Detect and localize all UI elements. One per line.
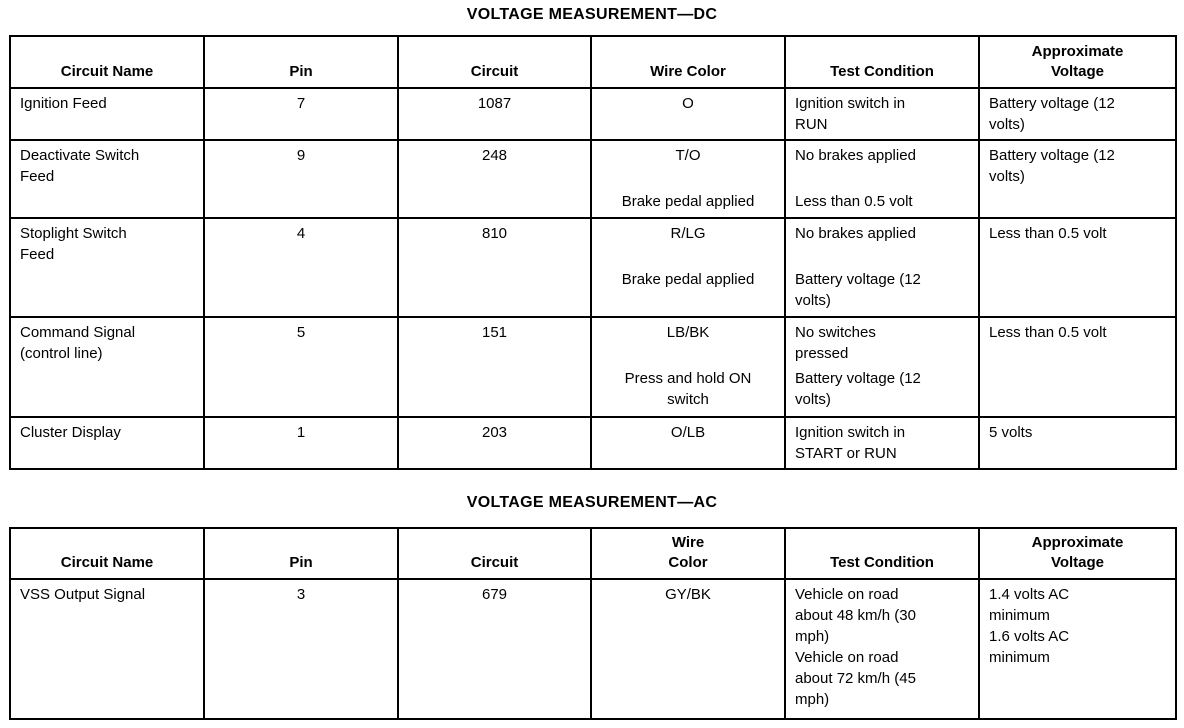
- cell-wire-color: [591, 140, 785, 218]
- cell-wire-color: O/LB: [591, 417, 785, 469]
- cell-circuit: 151: [398, 317, 591, 417]
- cell-pin: 9: [204, 140, 398, 218]
- ac-voltage-table: [9, 527, 1177, 720]
- voltage-line: Battery voltage (12: [989, 147, 1115, 164]
- wire-color-line: Brake pedal applied: [621, 193, 755, 210]
- cell-wire-color: O: [591, 88, 785, 140]
- cell-circuit-name: VSS Output Signal: [10, 579, 204, 719]
- test-condition-line: Less than 0.5 volt: [795, 193, 913, 210]
- test-condition-line: Battery voltage (12: [795, 370, 921, 387]
- cell-approx-voltage: [979, 88, 1176, 140]
- test-condition-line: No brakes applied: [795, 147, 916, 164]
- dc-header-wire-color: Wire Color: [591, 36, 785, 88]
- ac-header-circuit: Circuit: [398, 528, 591, 579]
- circuit-name-line: (control line): [20, 345, 103, 362]
- cell-pin: 4: [204, 218, 398, 317]
- cell-pin: 1: [204, 417, 398, 469]
- test-condition-line: Vehicle on road: [795, 649, 899, 666]
- cell-approx-voltage: [979, 140, 1176, 218]
- table-row: [10, 218, 1176, 317]
- cell-test-condition: [785, 417, 979, 469]
- cell-circuit-name: [10, 140, 204, 218]
- ac-header-approx-voltage-line1: Approximate: [1031, 534, 1124, 551]
- test-condition-line: mph): [795, 628, 830, 645]
- ac-header-wire-color: [591, 528, 785, 579]
- cell-test-condition: [785, 579, 979, 719]
- dc-header-circuit-name: Circuit Name: [10, 36, 204, 88]
- ac-header-row: [10, 528, 1176, 579]
- voltage-line: minimum: [989, 649, 1050, 666]
- cell-test-condition: [785, 140, 979, 218]
- test-condition-line: START or RUN: [795, 445, 897, 462]
- cell-approx-voltage: 5 volts: [979, 417, 1176, 469]
- table-row: [10, 579, 1176, 719]
- circuit-name-line: Feed: [20, 168, 55, 185]
- cell-wire-color: [591, 218, 785, 317]
- test-condition-line: Ignition switch in: [795, 424, 906, 441]
- ac-header-test-condition: Test Condition: [785, 528, 979, 579]
- circuit-name-line: Feed: [20, 246, 55, 263]
- dc-header-approx-voltage: [979, 36, 1176, 88]
- ac-header-approx-voltage-line2: Voltage: [1050, 554, 1105, 571]
- wire-color-line: T/O: [675, 147, 701, 164]
- cell-circuit-name: Ignition Feed: [10, 88, 204, 140]
- cell-circuit: 679: [398, 579, 591, 719]
- cell-test-condition: [785, 317, 979, 417]
- ac-section-title: VOLTAGE MEASUREMENT—AC: [466, 494, 718, 511]
- cell-circuit: 203: [398, 417, 591, 469]
- cell-test-condition: [785, 218, 979, 317]
- voltage-line: minimum: [989, 607, 1050, 624]
- dc-voltage-table: [9, 35, 1177, 470]
- wire-color-line: Brake pedal applied: [621, 271, 755, 288]
- dc-header-approx-voltage-line2: Voltage: [1050, 63, 1105, 80]
- dc-header-pin: Pin: [204, 36, 398, 88]
- test-condition-line: No brakes applied: [795, 225, 916, 242]
- test-condition-line: mph): [795, 691, 830, 708]
- table-row: [10, 317, 1176, 417]
- cell-test-condition: [785, 88, 979, 140]
- circuit-name-line: Stoplight Switch: [20, 225, 127, 242]
- wire-color-line: Press and hold ON: [624, 370, 752, 387]
- ac-header-wire-color-line1: Wire: [671, 534, 705, 551]
- voltage-line: 1.4 volts AC: [989, 586, 1070, 603]
- ac-header-wire-color-line2: Color: [668, 554, 708, 571]
- ac-header-circuit-name: Circuit Name: [10, 528, 204, 579]
- cell-wire-color: GY/BK: [591, 579, 785, 719]
- cell-circuit: 1087: [398, 88, 591, 140]
- test-condition-line: about 48 km/h (30: [795, 607, 916, 624]
- test-condition-line: Battery voltage (12: [795, 271, 921, 288]
- cell-circuit-name: Cluster Display: [10, 417, 204, 469]
- cell-circuit-name: [10, 317, 204, 417]
- ac-header-approx-voltage: [979, 528, 1176, 579]
- cell-pin: 3: [204, 579, 398, 719]
- cell-pin: 5: [204, 317, 398, 417]
- test-condition-line: about 72 km/h (45: [795, 670, 916, 687]
- dc-header-row: [10, 36, 1176, 88]
- test-condition-line: No switches: [795, 324, 876, 341]
- circuit-name-line: Command Signal: [20, 324, 136, 341]
- wire-color-line: LB/BK: [666, 324, 710, 341]
- test-condition-line: volts): [795, 391, 831, 408]
- dc-header-circuit: Circuit: [398, 36, 591, 88]
- cell-pin: 7: [204, 88, 398, 140]
- test-condition-line: Ignition switch in: [795, 95, 906, 112]
- table-row: [10, 417, 1176, 469]
- test-condition-line: Vehicle on road: [795, 586, 899, 603]
- test-condition-line: pressed: [795, 345, 849, 362]
- test-condition-line: RUN: [795, 116, 828, 133]
- voltage-line: 1.6 volts AC: [989, 628, 1070, 645]
- cell-approx-voltage: Less than 0.5 volt: [979, 218, 1176, 317]
- dc-section-title: VOLTAGE MEASUREMENT—DC: [466, 6, 718, 23]
- cell-wire-color: [591, 317, 785, 417]
- dc-header-test-condition: Test Condition: [785, 36, 979, 88]
- table-row: [10, 88, 1176, 140]
- voltage-line: Battery voltage (12: [989, 95, 1115, 112]
- circuit-name-line: Deactivate Switch: [20, 147, 140, 164]
- voltage-line: volts): [989, 116, 1025, 133]
- ac-header-pin: Pin: [204, 528, 398, 579]
- wire-color-line: switch: [667, 391, 709, 408]
- cell-approx-voltage: [979, 579, 1176, 719]
- test-condition-line: volts): [795, 292, 831, 309]
- dc-header-approx-voltage-line1: Approximate: [1031, 43, 1124, 60]
- table-row: [10, 140, 1176, 218]
- cell-circuit: 810: [398, 218, 591, 317]
- cell-circuit: 248: [398, 140, 591, 218]
- voltage-line: volts): [989, 168, 1025, 185]
- cell-approx-voltage: Less than 0.5 volt: [979, 317, 1176, 417]
- wire-color-line: R/LG: [670, 225, 706, 242]
- cell-circuit-name: [10, 218, 204, 317]
